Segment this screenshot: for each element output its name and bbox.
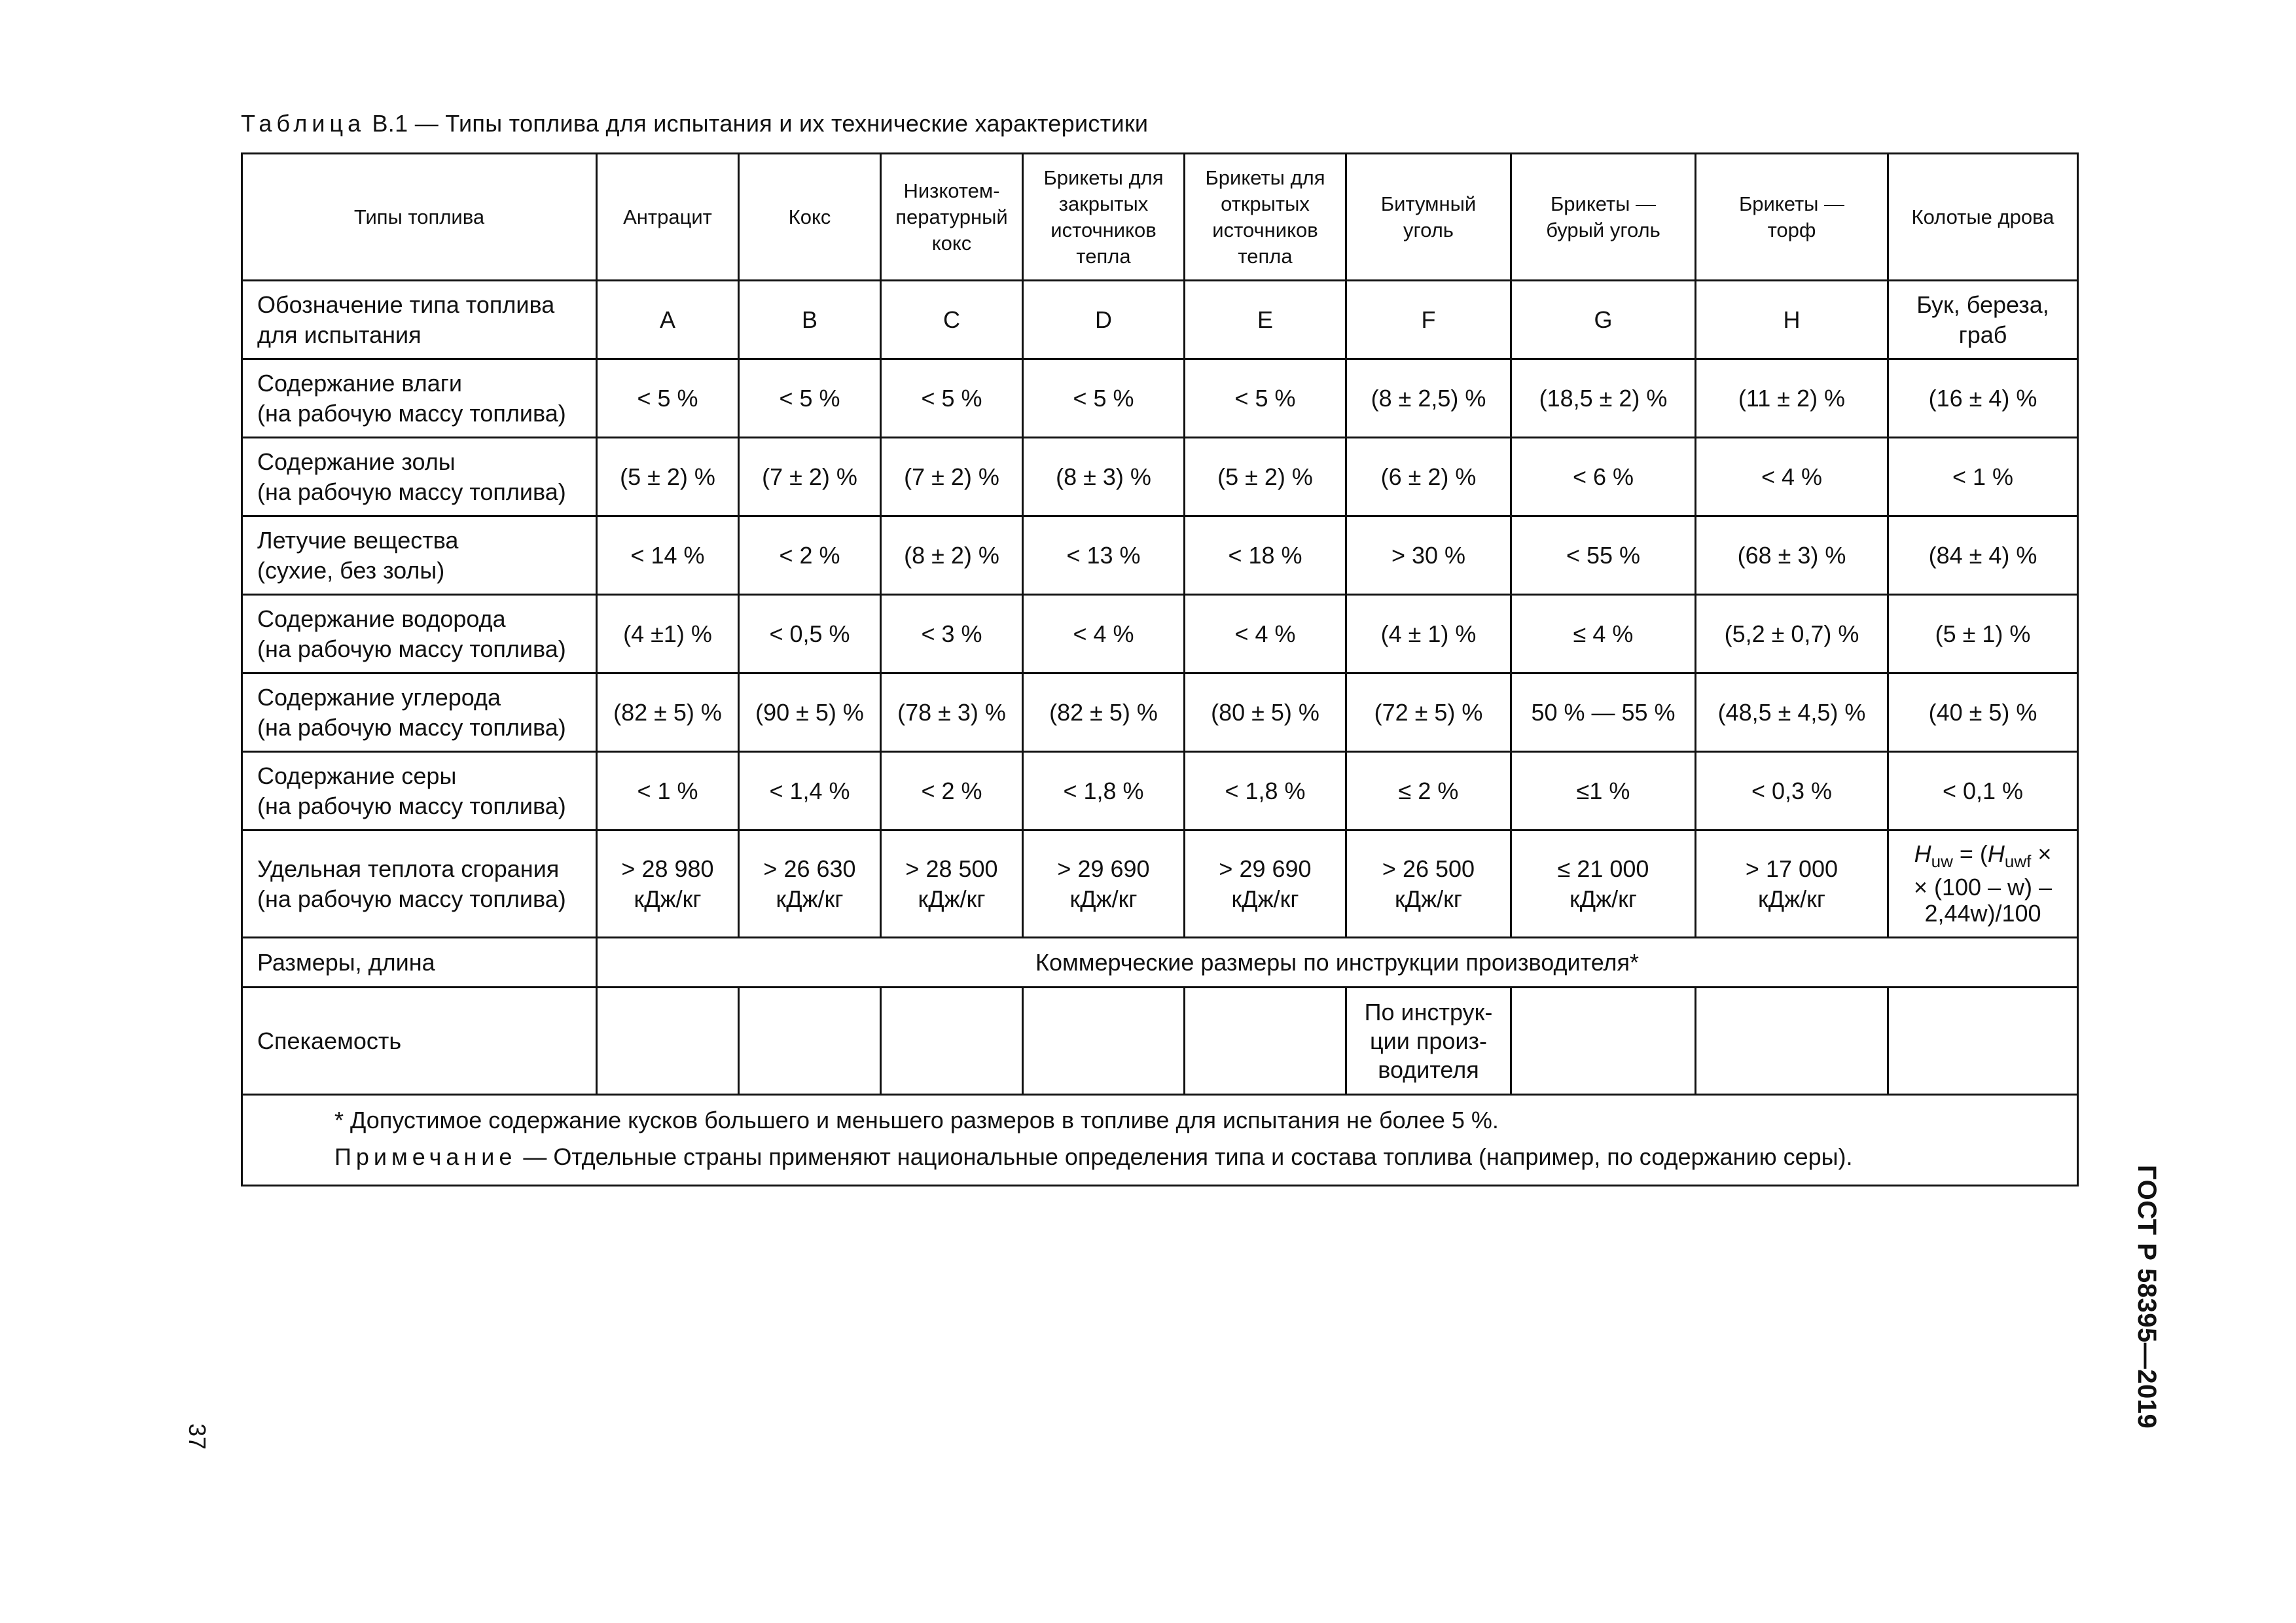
table-row — [242, 673, 2078, 752]
standard-id: ГОСТ Р 58395—2019 — [2132, 1165, 2161, 1429]
size-value: Коммерческие размеры по инструкции производителя* — [597, 938, 2078, 988]
heat-cell: > 26 500 кДж/кг — [1346, 830, 1511, 938]
caption-text: В.1 — Типы топлива для испытания и их технические характеристики — [365, 110, 1149, 137]
table-cell: < 4 % — [1185, 595, 1346, 673]
table-cell: (8 ± 3) % — [1023, 438, 1185, 516]
empty-cell — [1511, 988, 1696, 1095]
empty-cell — [597, 988, 739, 1095]
heat-cell: > 29 690 кДж/кг — [1185, 830, 1346, 938]
table-cell: < 5 % — [1023, 359, 1185, 438]
footnote: * Допустимое содержание кусков большего и меньшего размеров в топливе для испытания не более 5 %. — [334, 1107, 1499, 1133]
table-cell: (82 ± 5) % — [597, 673, 739, 752]
header-col-6: Битумный уголь — [1346, 154, 1511, 281]
table-cell: < 4 % — [1023, 595, 1185, 673]
table-cell: < 4 % — [1696, 438, 1888, 516]
table-cell: < 1 % — [1888, 438, 2078, 516]
table-cell: D — [1023, 281, 1185, 359]
fuel-types-table — [241, 152, 2079, 1186]
table-cell: < 3 % — [881, 595, 1023, 673]
note-text: — Отдельные страны применяют национальные определения типа и состава топлива (например, по содержанию серы). — [516, 1143, 1853, 1170]
table-cell: < 55 % — [1511, 516, 1696, 595]
table-row — [242, 752, 2078, 830]
row-label: Содержание влаги (на рабочую массу топлива) — [242, 359, 597, 438]
empty-cell — [1185, 988, 1346, 1095]
table-cell: (90 ± 5) % — [739, 673, 881, 752]
table-cell: (5,2 ± 0,7) % — [1696, 595, 1888, 673]
header-col-9: Колотые дрова — [1888, 154, 2078, 281]
row-label-size: Размеры, длина — [242, 938, 597, 988]
row-label: Содержание углерода (на рабочую массу топлива) — [242, 673, 597, 752]
heat-cell: > 26 630 кДж/кг — [739, 830, 881, 938]
header-col-5: Брикеты для открытых источников тепла — [1185, 154, 1346, 281]
table-cell: < 18 % — [1185, 516, 1346, 595]
table-caption — [241, 110, 1148, 137]
table-cell: C — [881, 281, 1023, 359]
table-row — [242, 438, 2078, 516]
row-label-heat: Удельная теплота сгорания (на рабочую массу топлива) — [242, 830, 597, 938]
header-row — [242, 154, 2078, 281]
table-cell: < 1,8 % — [1185, 752, 1346, 830]
table-cell: ≤1 % — [1511, 752, 1696, 830]
header-col-8: Брикеты — торф — [1696, 154, 1888, 281]
table-cell: < 2 % — [881, 752, 1023, 830]
size-row — [242, 938, 2078, 988]
heat-value-row — [242, 830, 2078, 938]
heat-cell: > 17 000 кДж/кг — [1696, 830, 1888, 938]
sinter-row — [242, 988, 2078, 1095]
table-cell: 50 % — 55 % — [1511, 673, 1696, 752]
table-cell: < 6 % — [1511, 438, 1696, 516]
table-cell: ≤ 2 % — [1346, 752, 1511, 830]
table-cell: < 5 % — [597, 359, 739, 438]
table-row — [242, 595, 2078, 673]
table-cell: (72 ± 5) % — [1346, 673, 1511, 752]
table-cell: < 0,5 % — [739, 595, 881, 673]
table-cell: (7 ± 2) % — [881, 438, 1023, 516]
table-cell: (7 ± 2) % — [739, 438, 881, 516]
table-cell: < 14 % — [597, 516, 739, 595]
table-cell: F — [1346, 281, 1511, 359]
row-label-sinter: Спекаемость — [242, 988, 597, 1095]
table-cell: < 1,8 % — [1023, 752, 1185, 830]
table-cell: < 13 % — [1023, 516, 1185, 595]
table-cell: (18,5 ± 2) % — [1511, 359, 1696, 438]
table-cell: G — [1511, 281, 1696, 359]
table-cell: (82 ± 5) % — [1023, 673, 1185, 752]
heat-cell: ≤ 21 000 кДж/кг — [1511, 830, 1696, 938]
row-label: Содержание водорода (на рабочую массу топлива) — [242, 595, 597, 673]
table-cell: < 5 % — [739, 359, 881, 438]
table-cell: < 1,4 % — [739, 752, 881, 830]
table-cell: (5 ± 2) % — [597, 438, 739, 516]
table-row — [242, 281, 2078, 359]
heat-cell: > 28 980 кДж/кг — [597, 830, 739, 938]
table-cell: (68 ± 3) % — [1696, 516, 1888, 595]
row-label: Летучие вещества (сухие, без золы) — [242, 516, 597, 595]
header-col-3: Низкотем- пературный кокс — [881, 154, 1023, 281]
caption-prefix: Таблица — [241, 110, 366, 137]
notes-cell — [242, 1095, 2078, 1186]
table-cell: Бук, береза, граб — [1888, 281, 2078, 359]
row-label: Обозначение типа топлива для испытания — [242, 281, 597, 359]
table-cell: (84 ± 4) % — [1888, 516, 2078, 595]
table-cell: (11 ± 2) % — [1696, 359, 1888, 438]
header-col-7: Брикеты — бурый уголь — [1511, 154, 1696, 281]
table-cell: B — [739, 281, 881, 359]
empty-cell — [1696, 988, 1888, 1095]
notes-row — [242, 1095, 2078, 1186]
table-cell: < 2 % — [739, 516, 881, 595]
table-cell: < 5 % — [881, 359, 1023, 438]
table-cell: E — [1185, 281, 1346, 359]
table-cell: < 1 % — [597, 752, 739, 830]
empty-cell — [1888, 988, 2078, 1095]
table-cell: (16 ± 4) % — [1888, 359, 2078, 438]
table-cell: (6 ± 2) % — [1346, 438, 1511, 516]
table-cell: (80 ± 5) % — [1185, 673, 1346, 752]
table-cell: ≤ 4 % — [1511, 595, 1696, 673]
table-cell: H — [1696, 281, 1888, 359]
table-cell: < 0,1 % — [1888, 752, 2078, 830]
sinter-bitumen-cell: По инструк- ции произ- водителя — [1346, 988, 1511, 1095]
table-cell: < 5 % — [1185, 359, 1346, 438]
header-col-2: Кокс — [739, 154, 881, 281]
heat-cell: > 29 690 кДж/кг — [1023, 830, 1185, 938]
table-cell: < 0,3 % — [1696, 752, 1888, 830]
table-cell: (4 ±1) % — [597, 595, 739, 673]
table-row — [242, 516, 2078, 595]
table-cell: (8 ± 2) % — [881, 516, 1023, 595]
header-col-4: Брикеты для закрытых источников тепла — [1023, 154, 1185, 281]
table-cell: (78 ± 3) % — [881, 673, 1023, 752]
page-number: 37 — [184, 1423, 211, 1450]
note — [334, 1139, 2064, 1175]
table-cell: A — [597, 281, 739, 359]
header-col-1: Антрацит — [597, 154, 739, 281]
table-cell: (5 ± 2) % — [1185, 438, 1346, 516]
table-cell: (48,5 ± 4,5) % — [1696, 673, 1888, 752]
table-cell: > 30 % — [1346, 516, 1511, 595]
row-label: Содержание серы (на рабочую массу топлива) — [242, 752, 597, 830]
empty-cell — [1023, 988, 1185, 1095]
table-row — [242, 359, 2078, 438]
empty-cell — [881, 988, 1023, 1095]
note-prefix: Примечание — [334, 1143, 517, 1170]
heat-cell: > 28 500 кДж/кг — [881, 830, 1023, 938]
heat-formula-cell: $H_{uw} = (H_{uwf}$ × × (100 – w) – 2,44w)/100 — [1888, 830, 2078, 938]
header-fuel-types: Типы топлива — [242, 154, 597, 281]
table-cell: (8 ± 2,5) % — [1346, 359, 1511, 438]
table-cell: (5 ± 1) % — [1888, 595, 2078, 673]
empty-cell — [739, 988, 881, 1095]
row-label: Содержание золы (на рабочую массу топлива) — [242, 438, 597, 516]
table-cell: (4 ± 1) % — [1346, 595, 1511, 673]
table-cell: (40 ± 5) % — [1888, 673, 2078, 752]
